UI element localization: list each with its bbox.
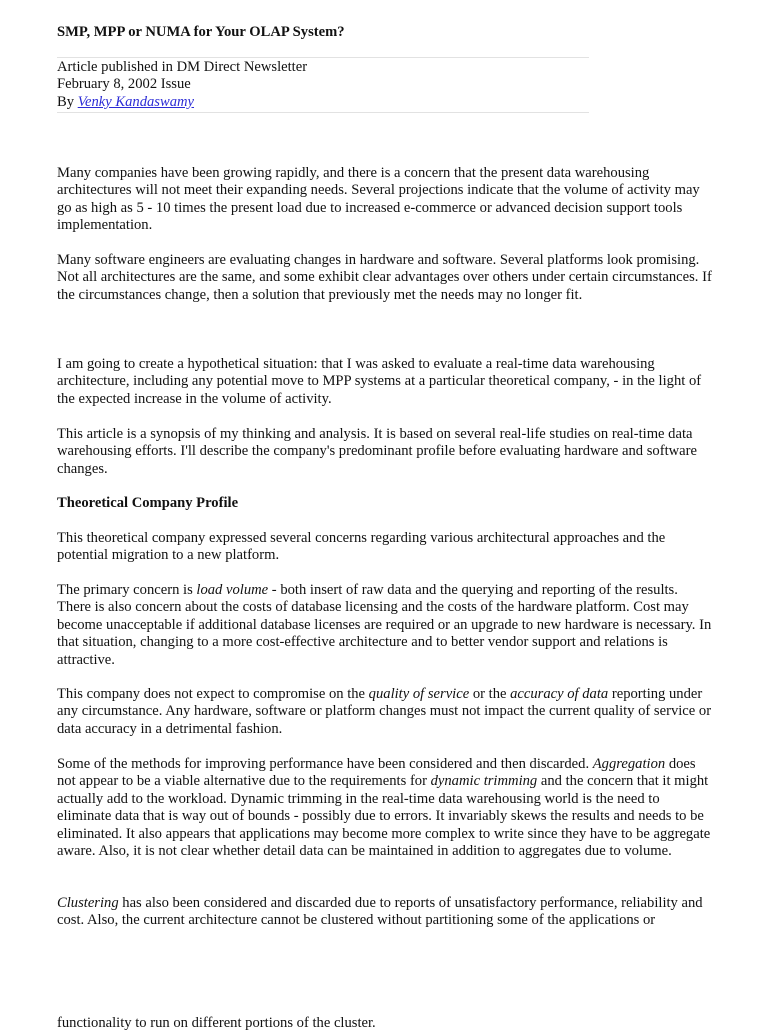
paragraph-load-volume [57,582,712,669]
emphasis-accuracy-of-data: accuracy of data [510,686,609,702]
author-link[interactable]: Venky Kandaswamy [77,93,195,110]
published-line: Article published in DM Direct Newsletter [57,59,308,75]
text-run: does not appear to be a viable alternative due to the requirements for [57,756,696,790]
text-run: - both insert of raw data and the querying and reporting of the results. There is also concern about the costs of database licensing and the costs of the hardware platform. Cost may become unacceptable if additional database licenses are required or an upgrade to new hardware is necessary. In that situation, changing to a more cost-effective architecture and to better vendor support and relations is attractive. [57,582,712,668]
emphasis-clustering: Clustering [57,895,119,911]
paragraph-quality [57,686,712,738]
emphasis-dynamic-trimming: dynamic trimming [430,773,538,790]
paragraph-hypothetical: I am going to create a hypothetical situation: that I was asked to evaluate a real-time data warehousing architecture, including any potential move to MPP systems at a particular theoretical company, - in the light of the expected increase in the volume of activity. [57,356,702,407]
paragraph-synopsis: This article is a synopsis of my thinking and analysis. It is based on several real-life studies on real-time data warehousing efforts. I'll describe the company's predominant profile before evaluating hardware and software changes. [57,426,697,477]
paragraph-engineers: Many software engineers are evaluating changes in hardware and software. Several platforms look promising. Not all architectures are the same, and some exhibit clear advantages over others under certain circumstances. If the circumstances change, then a solution that previously met the needs may no longer fit. [57,252,712,303]
issue-line: February 8, 2002 Issue [57,76,191,93]
by-label: By [57,93,78,110]
text-run: Some of the methods for improving performance have been considered and then discarded. [57,756,593,772]
byline [57,94,307,111]
bottom-divider [57,112,589,113]
paragraph-intro: Many companies have been growing rapidly, and there is a concern that the present data warehousing architectures will not meet their expanding needs. Several projections indicate that the volume of activity may go as high as 5 - 10 times the present load due to increased e-commerce or advanced decision support tools implementation. [57,165,700,234]
text-run: reporting under any circumstance. Any hardware, software or platform changes must not impact the current quality of service or data accuracy in a detrimental fashion. [57,686,712,737]
paragraph-clustering [57,895,712,930]
emphasis-load-volume: load volume [196,582,269,598]
paragraph-aggregation [57,756,712,860]
text-run: This company does not expect to compromise on the [57,686,369,702]
paragraph-concerns: This theoretical company expressed several concerns regarding various architectural approaches and the potential migration to a new platform. [57,530,666,564]
text-run: or the [469,686,511,702]
top-divider [57,57,589,58]
section-heading: Theoretical Company Profile [57,495,239,511]
emphasis-quality-of-service: quality of service [368,686,470,702]
article-title: SMP, MPP or NUMA for Your OLAP System? [57,24,345,40]
text-run: The primary concern is [57,582,197,598]
text-run: has also been considered and discarded due to reports of unsatisfactory performance, reliability and cost. Also, the current architecture cannot be clustered without partitioning some of the applications or [57,895,703,929]
emphasis-aggregation: Aggregation [592,756,666,772]
article-meta [57,59,307,111]
text-run: and the concern that it might actually add to the workload. Dynamic trimming in the real-time data warehousing world is the need to eliminate data that is way out of bounds - possibly due to errors. It invariably skews the results and needs to be eliminated. It also appears that applications may become more complex to write since they have to be aggregate aware. Also, it is not clear whether detail data can be maintained in addition to aggregates due to volume. [57,773,711,860]
cutoff-line: functionality to run on different portions of the cluster. [57,1015,376,1031]
